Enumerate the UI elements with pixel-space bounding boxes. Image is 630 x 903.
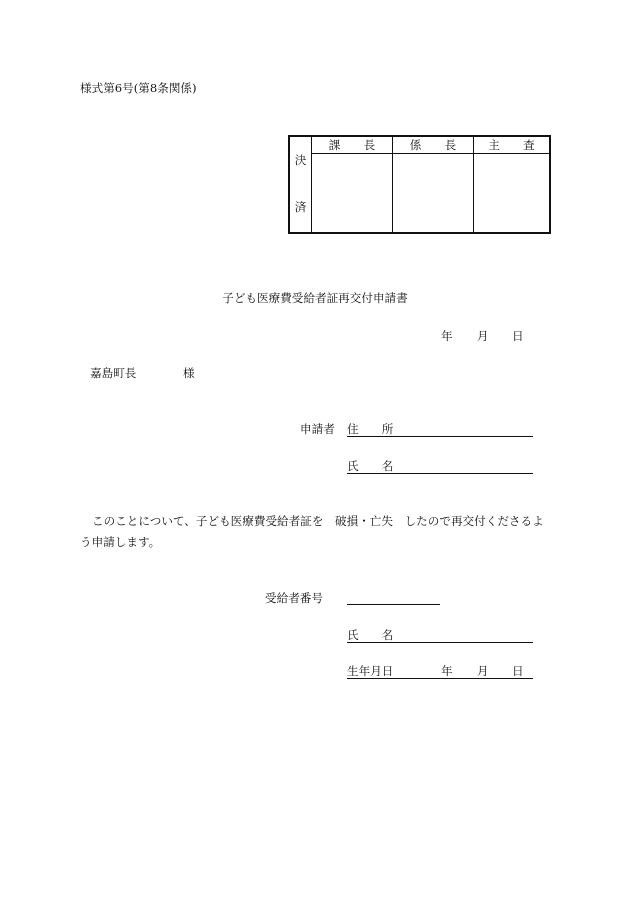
document-title: 子ども医療費受給者証再交付申請書	[222, 291, 408, 305]
approval-column-section-chief	[312, 137, 393, 232]
birth-month-label: 月	[477, 664, 489, 678]
birthdate-label: 生年月日	[347, 664, 394, 678]
approval-column-header: 係 長	[393, 137, 473, 154]
recipient-number-field	[347, 590, 440, 605]
approval-column-header: 課 長	[312, 137, 392, 154]
approval-stamp-box	[288, 135, 551, 234]
applicant-address-label: 住 所	[347, 422, 394, 436]
approval-column-header: 主 査	[474, 137, 549, 154]
addressee-name: 嘉島町長	[90, 366, 137, 380]
request-statement-line-1: このことについて、子ども医療費受給者証を 破損・亡失 したので再交付くださるよ	[92, 514, 544, 528]
recipient-name-field	[347, 628, 533, 643]
approval-stamp-area	[393, 154, 473, 232]
recipient-birthdate-field	[347, 664, 533, 679]
birth-day-label: 日	[512, 664, 524, 678]
recipient-name-label: 氏 名	[347, 628, 394, 642]
approval-side-column	[290, 137, 312, 232]
request-statement-line-2: う申請します。	[80, 535, 161, 549]
recipient-number-label: 受給者番号	[265, 591, 323, 605]
applicant-name-field	[347, 459, 533, 474]
date-day-label: 日	[512, 329, 524, 343]
approval-stamp-area	[474, 154, 549, 232]
approval-side-label-top: 決	[294, 153, 307, 167]
approval-side-label-bottom: 済	[294, 200, 307, 214]
approval-column-inspector	[474, 137, 549, 232]
date-year-label: 年	[441, 329, 453, 343]
approval-column-subsection-chief	[393, 137, 474, 232]
date-month-label: 月	[477, 329, 489, 343]
addressee-honorific: 様	[183, 366, 195, 380]
applicant-name-label: 氏 名	[347, 459, 394, 473]
applicant-label: 申請者	[300, 422, 335, 436]
applicant-address-field	[347, 422, 533, 437]
birth-year-label: 年	[441, 664, 453, 678]
approval-stamp-area	[312, 154, 392, 232]
form-number: 様式第6号(第8条関係)	[80, 81, 197, 95]
